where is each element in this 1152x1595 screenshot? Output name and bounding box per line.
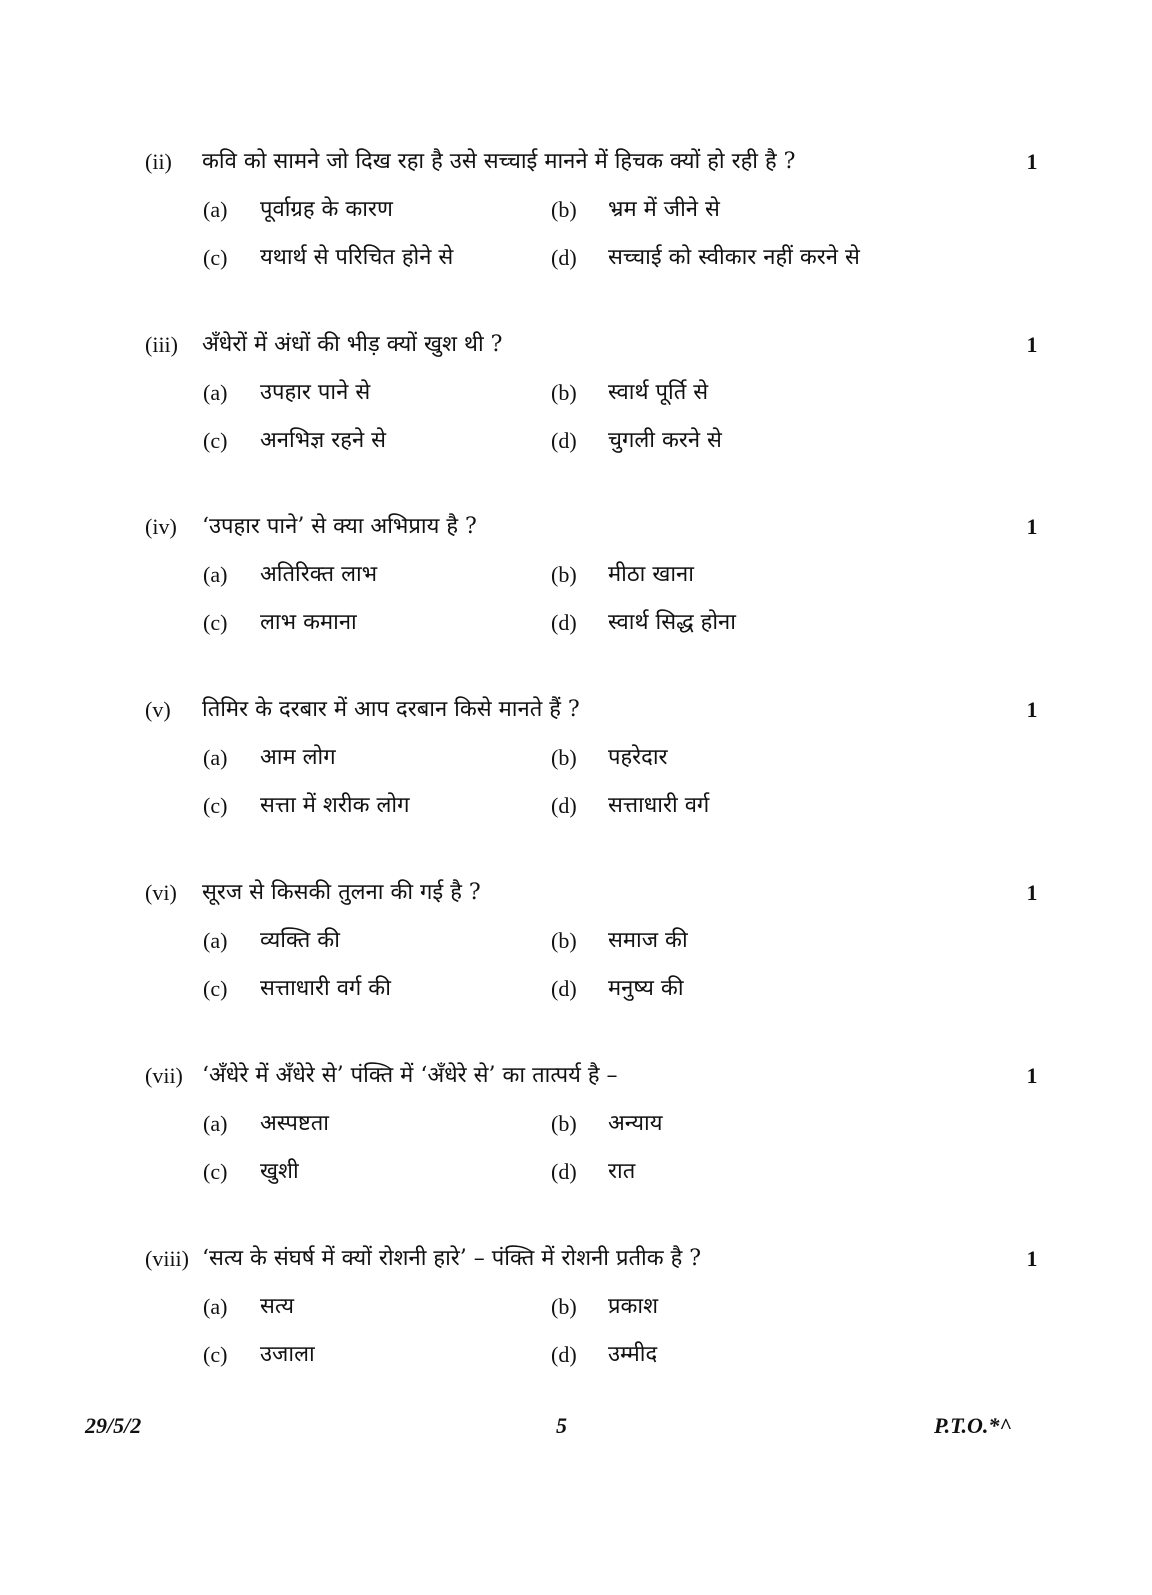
option-label: (b) bbox=[551, 1111, 577, 1136]
option-label: (c) bbox=[203, 793, 228, 818]
option-label: (a) bbox=[203, 380, 228, 405]
question-text: कवि को सामने जो दिख रहा है उसे सच्चाई मानने में हिचक क्यों हो रही है ? bbox=[202, 149, 796, 174]
option-text: यथार्थ से परिचित होने से bbox=[260, 245, 454, 270]
question-text: सूरज से किसकी तुलना की गई है ? bbox=[202, 880, 481, 905]
option-text: स्वार्थ सिद्ध होना bbox=[608, 610, 736, 635]
option-label: (c) bbox=[203, 610, 228, 635]
option-text: उजाला bbox=[260, 1342, 315, 1367]
question-iv bbox=[0, 512, 1152, 662]
option-label: (d) bbox=[551, 610, 577, 635]
question-number: (iii) bbox=[145, 332, 178, 357]
question-number: (vii) bbox=[145, 1063, 183, 1088]
option-text: अतिरिक्त लाभ bbox=[260, 562, 378, 587]
option-label: (b) bbox=[551, 928, 577, 953]
question-iii bbox=[0, 330, 1152, 480]
option-label: (c) bbox=[203, 1342, 228, 1367]
question-text: ‘अँधेरे में अँधेरे से’ पंक्ति में ‘अँधेरे से’ का तात्पर्य है – bbox=[202, 1063, 618, 1088]
option-label: (b) bbox=[551, 197, 577, 222]
option-label: (a) bbox=[203, 562, 228, 587]
option-text: सत्ताधारी वर्ग bbox=[608, 793, 710, 818]
option-label: (d) bbox=[551, 245, 577, 270]
question-number: (iv) bbox=[145, 514, 177, 539]
option-text: मीठा खाना bbox=[608, 562, 694, 587]
option-label: (c) bbox=[203, 976, 228, 1001]
option-text: लाभ कमाना bbox=[260, 610, 357, 635]
option-text: आम लोग bbox=[260, 745, 336, 770]
question-marks: 1 bbox=[1026, 514, 1038, 539]
option-text: सच्चाई को स्वीकार नहीं करने से bbox=[608, 245, 860, 270]
question-text: अँधेरों में अंधों की भीड़ क्यों खुश थी ? bbox=[202, 332, 503, 357]
question-marks: 1 bbox=[1026, 880, 1038, 905]
option-text: स्वार्थ पूर्ति से bbox=[608, 380, 709, 405]
question-vi bbox=[0, 878, 1152, 1028]
question-text: ‘सत्य के संघर्ष में क्यों रोशनी हारे’ – पंक्ति में रोशनी प्रतीक है ? bbox=[202, 1246, 702, 1271]
option-text: रात bbox=[608, 1159, 636, 1184]
page-number: 5 bbox=[556, 1413, 567, 1438]
question-vii bbox=[0, 1061, 1152, 1211]
option-text: समाज की bbox=[608, 928, 688, 953]
option-text: मनुष्य की bbox=[608, 976, 684, 1001]
question-marks: 1 bbox=[1026, 149, 1038, 174]
option-text: अन्याय bbox=[608, 1111, 663, 1136]
question-number: (ii) bbox=[145, 149, 172, 174]
option-text: खुशी bbox=[260, 1159, 299, 1184]
option-label: (a) bbox=[203, 197, 228, 222]
question-number: (v) bbox=[145, 697, 171, 722]
option-label: (c) bbox=[203, 428, 228, 453]
option-label: (b) bbox=[551, 1294, 577, 1319]
option-label: (a) bbox=[203, 1294, 228, 1319]
option-text: सत्य bbox=[260, 1294, 295, 1319]
option-text: भ्रम में जीने से bbox=[608, 197, 720, 222]
option-text: उपहार पाने से bbox=[260, 380, 371, 405]
question-number: (vi) bbox=[145, 880, 177, 905]
option-label: (a) bbox=[203, 1111, 228, 1136]
option-text: व्यक्ति की bbox=[260, 928, 340, 953]
question-viii bbox=[0, 1244, 1152, 1394]
option-text: अस्पष्टता bbox=[260, 1111, 329, 1136]
question-ii bbox=[0, 147, 1152, 297]
question-v bbox=[0, 695, 1152, 845]
question-marks: 1 bbox=[1026, 1246, 1038, 1271]
option-text: चुगली करने से bbox=[608, 428, 722, 453]
option-label: (c) bbox=[203, 245, 228, 270]
option-text: पूर्वाग्रह के कारण bbox=[260, 197, 393, 222]
paper-code: 29/5/2 bbox=[85, 1413, 142, 1438]
question-text: तिमिर के दरबार में आप दरबान किसे मानते हैं ? bbox=[202, 697, 580, 722]
option-label: (a) bbox=[203, 928, 228, 953]
option-label: (a) bbox=[203, 745, 228, 770]
page-footer bbox=[0, 1411, 1152, 1443]
question-marks: 1 bbox=[1026, 697, 1038, 722]
option-label: (b) bbox=[551, 745, 577, 770]
option-text: उम्मीद bbox=[608, 1342, 658, 1367]
option-label: (b) bbox=[551, 380, 577, 405]
option-label: (d) bbox=[551, 793, 577, 818]
please-turn-over: P.T.O.*^ bbox=[934, 1413, 1012, 1438]
option-text: सत्ताधारी वर्ग की bbox=[260, 976, 391, 1001]
option-text: पहरेदार bbox=[608, 745, 668, 770]
question-marks: 1 bbox=[1026, 332, 1038, 357]
question-marks: 1 bbox=[1026, 1063, 1038, 1088]
option-label: (b) bbox=[551, 562, 577, 587]
option-label: (d) bbox=[551, 1342, 577, 1367]
option-label: (c) bbox=[203, 1159, 228, 1184]
question-number: (viii) bbox=[145, 1246, 189, 1271]
option-label: (d) bbox=[551, 428, 577, 453]
option-label: (d) bbox=[551, 1159, 577, 1184]
option-text: प्रकाश bbox=[608, 1294, 659, 1319]
option-text: सत्ता में शरीक लोग bbox=[260, 793, 410, 818]
option-text: अनभिज्ञ रहने से bbox=[260, 428, 387, 453]
question-text: ‘उपहार पाने’ से क्या अभिप्राय है ? bbox=[202, 514, 477, 539]
option-label: (d) bbox=[551, 976, 577, 1001]
